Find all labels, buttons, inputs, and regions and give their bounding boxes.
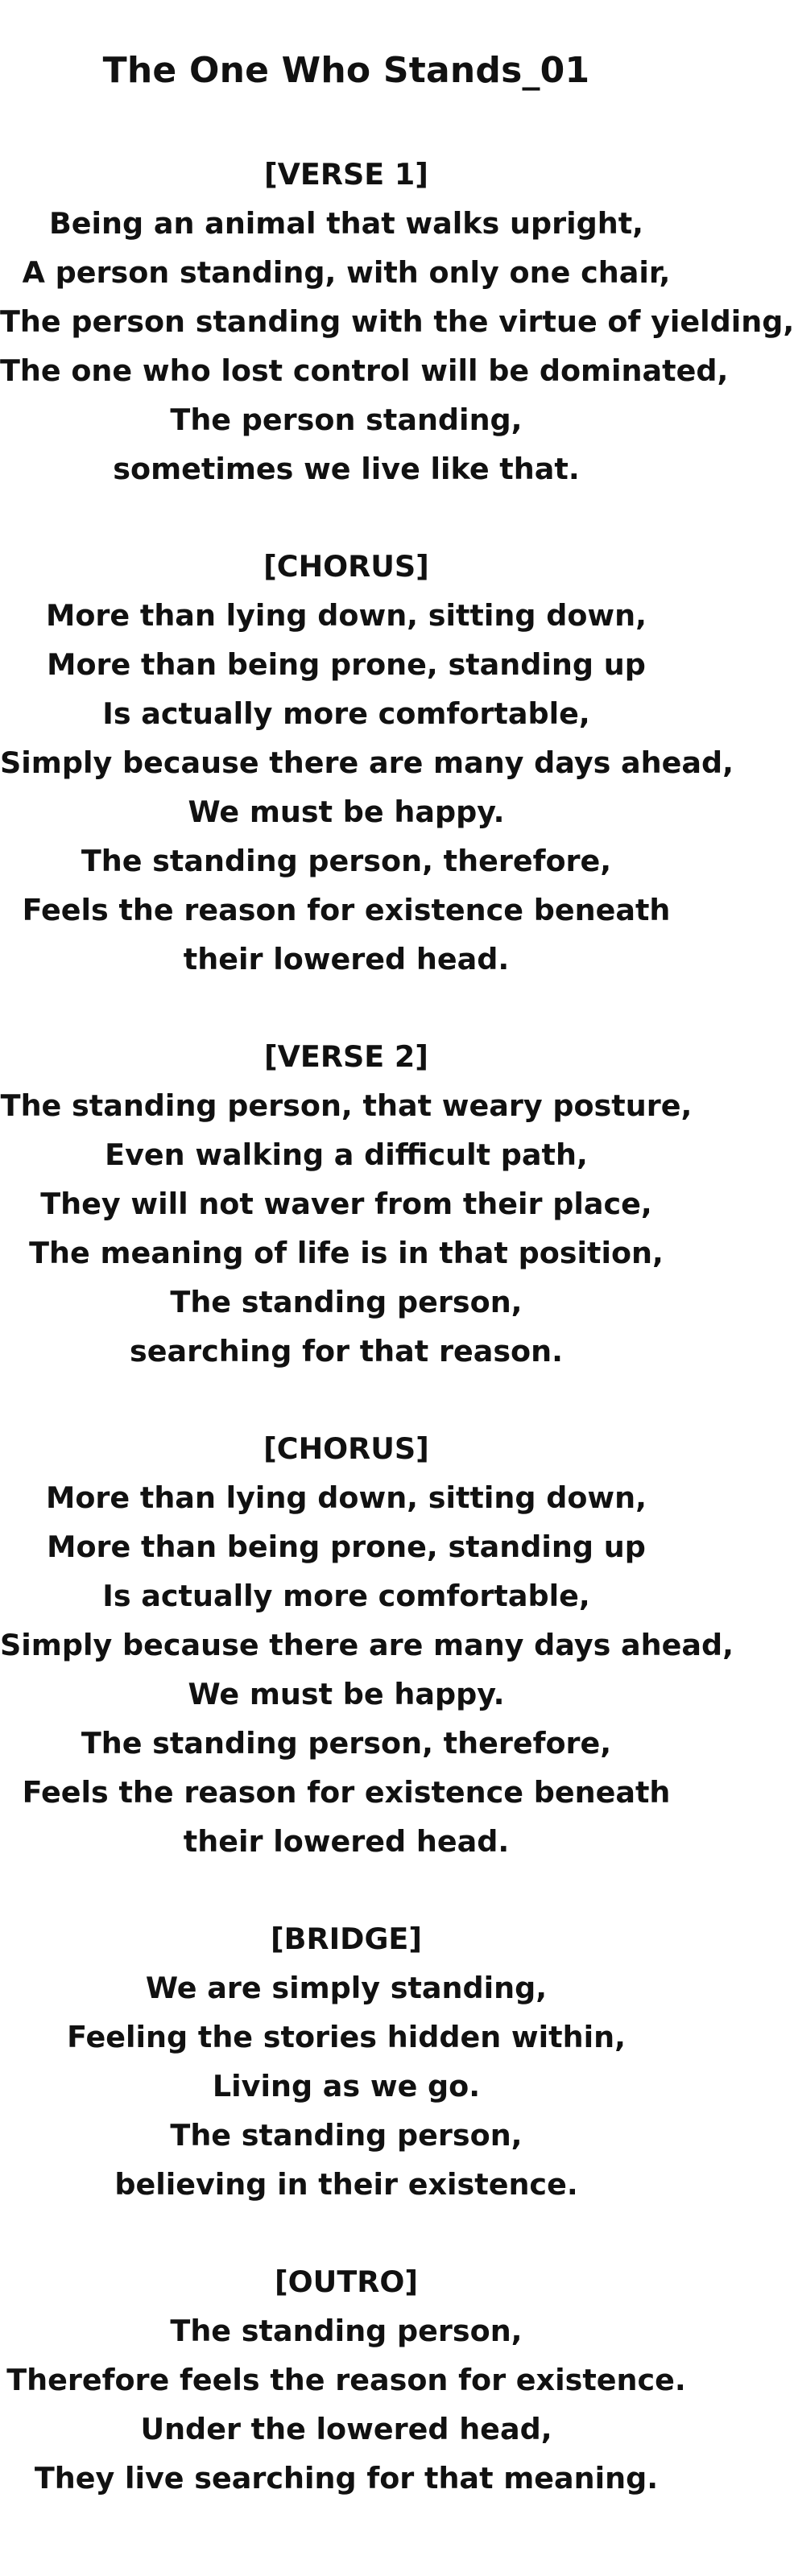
lyric-line: Being an animal that walks upright, xyxy=(48,206,644,241)
section-verse-2 xyxy=(0,1032,693,1376)
lyric-line: The one who lost control will be dominated, xyxy=(0,353,729,388)
lyric-line: More than lying down, sitting down, xyxy=(46,1480,647,1515)
lyric-line: Feeling the stories hidden within, xyxy=(67,2020,626,2054)
lyric-line: The standing person, that weary posture, xyxy=(0,1088,693,1123)
lyric-line: Feels the reason for existence beneath xyxy=(22,893,671,927)
lyric-line: searching for that reason. xyxy=(130,1334,563,1368)
lyric-line: Simply because there are many days ahead, xyxy=(0,745,734,780)
lyric-line: We are simply standing, xyxy=(145,1971,548,2005)
lyric-line: Even walking a difficult path, xyxy=(105,1137,588,1172)
lyric-line: their lowered head. xyxy=(183,1824,510,1859)
lyric-line: They will not waver from their place, xyxy=(40,1187,652,1221)
lyric-line: sometimes we live like that. xyxy=(113,452,580,486)
lyric-line: Therefore feels the reason for existence. xyxy=(6,2363,686,2397)
lyric-line: Is actually more comfortable, xyxy=(102,1579,590,1613)
lyric-line: We must be happy. xyxy=(188,795,505,829)
section-chorus-1 xyxy=(0,542,734,984)
song-title: The One Who Stands_01 xyxy=(102,50,590,91)
section-label: [VERSE 1] xyxy=(264,157,428,192)
lyric-line: We must be happy. xyxy=(188,1677,505,1711)
section-label: [VERSE 2] xyxy=(264,1039,428,1074)
section-verse-1 xyxy=(0,150,794,493)
lyric-line: Simply because there are many days ahead, xyxy=(0,1628,734,1662)
section-bridge xyxy=(0,1914,693,2209)
lyric-line: Is actually more comfortable, xyxy=(102,696,590,731)
lyric-line: The standing person, xyxy=(170,2314,523,2348)
lyric-line: their lowered head. xyxy=(183,942,510,976)
lyric-line: More than being prone, standing up xyxy=(47,1530,646,1564)
lyric-line: The meaning of life is in that position, xyxy=(29,1236,664,1270)
section-chorus-2 xyxy=(0,1424,734,1866)
lyric-line: The person standing with the virtue of yielding, xyxy=(0,304,794,339)
section-outro xyxy=(0,2257,693,2503)
section-label: [OUTRO] xyxy=(274,2264,419,2299)
section-label: [CHORUS] xyxy=(263,1431,429,1466)
lyric-line: The standing person, xyxy=(170,2118,523,2153)
lyric-line: The standing person, therefore, xyxy=(81,844,612,878)
section-label: [BRIDGE] xyxy=(270,1922,423,1956)
lyric-line: The person standing, xyxy=(170,402,523,437)
lyric-line: Living as we go. xyxy=(212,2069,481,2103)
lyric-line: They live searching for that meaning. xyxy=(34,2461,659,2496)
lyric-line: The standing person, xyxy=(170,1285,523,1319)
lyric-line: The standing person, therefore, xyxy=(81,1726,612,1761)
section-label: [CHORUS] xyxy=(263,549,429,584)
lyric-line: A person standing, with only one chair, xyxy=(22,255,671,290)
title-spacer xyxy=(0,95,693,150)
lyric-line: Under the lowered head, xyxy=(140,2412,552,2446)
lyric-line: believing in their existence. xyxy=(114,2167,578,2202)
lyric-line: More than lying down, sitting down, xyxy=(46,598,647,633)
lyric-line: Feels the reason for existence beneath xyxy=(22,1775,671,1810)
lyric-line: More than being prone, standing up xyxy=(47,647,646,682)
